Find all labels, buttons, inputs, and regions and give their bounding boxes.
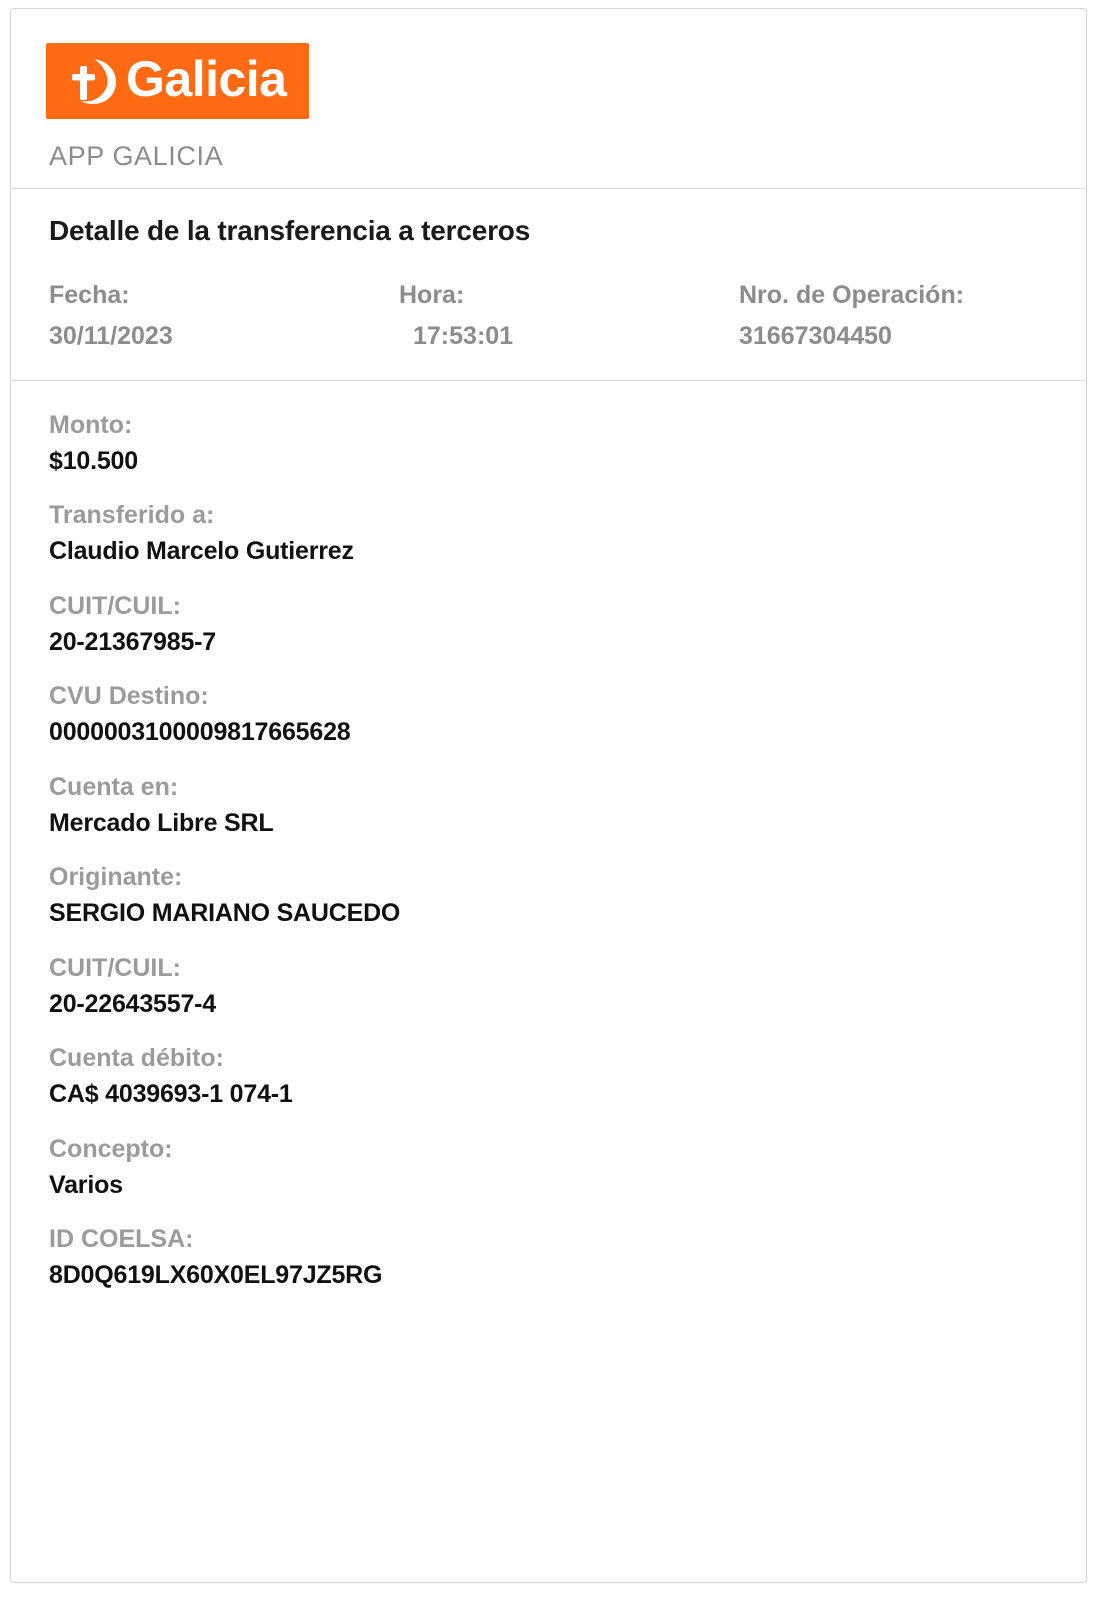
detail-field bbox=[49, 1040, 1086, 1113]
receipt-summary bbox=[11, 189, 1086, 381]
detail-label: CUIT/CUIL: bbox=[49, 953, 181, 982]
galicia-cross-icon bbox=[64, 53, 120, 109]
detail-value: CA$ 4039693-1 074-1 bbox=[49, 1080, 293, 1109]
detail-label: ID COELSA: bbox=[49, 1225, 194, 1253]
detail-field bbox=[49, 950, 1086, 1023]
detail-field bbox=[49, 678, 1086, 751]
detail-value: Varios bbox=[49, 1170, 123, 1199]
detail-value: 8D0Q619LX60X0EL97JZ5RG bbox=[49, 1261, 383, 1290]
detail-field bbox=[49, 588, 1086, 661]
detail-value: $10.500 bbox=[49, 446, 138, 475]
detail-label: CVU Destino: bbox=[49, 682, 209, 710]
detail-field bbox=[49, 859, 1086, 932]
summary-meta-row bbox=[49, 275, 1086, 358]
detail-value: Claudio Marcelo Gutierrez bbox=[49, 537, 354, 566]
detail-label: CUIT/CUIL: bbox=[49, 591, 181, 620]
galicia-logo bbox=[46, 43, 309, 119]
detail-field bbox=[49, 1131, 1086, 1204]
date-value: 30/11/2023 bbox=[49, 322, 173, 351]
receipt-header bbox=[11, 9, 1086, 189]
detail-label: Cuenta débito: bbox=[49, 1044, 224, 1072]
receipt-details bbox=[11, 381, 1086, 1294]
detail-label: Cuenta en: bbox=[49, 772, 179, 801]
brand-name: Galicia bbox=[126, 51, 287, 107]
detail-value: Mercado Libre SRL bbox=[49, 808, 274, 837]
operation-value: 31667304450 bbox=[739, 322, 892, 351]
detail-label: Monto: bbox=[49, 410, 133, 439]
detail-field bbox=[49, 497, 1086, 570]
summary-operation bbox=[739, 275, 1069, 358]
time-value: 17:53:01 bbox=[413, 322, 514, 351]
detail-value: 0000003100009817665628 bbox=[49, 718, 351, 747]
operation-label: Nro. de Operación: bbox=[739, 281, 965, 309]
detail-value: 20-22643557-4 bbox=[49, 989, 216, 1018]
page-title: Detalle de la transferencia a terceros bbox=[49, 215, 531, 246]
receipt-card bbox=[10, 8, 1087, 1583]
detail-label: Originante: bbox=[49, 863, 183, 891]
summary-date bbox=[49, 275, 399, 358]
date-label: Fecha: bbox=[49, 281, 130, 309]
summary-time bbox=[399, 275, 739, 358]
detail-field bbox=[49, 1221, 1086, 1294]
detail-field bbox=[49, 769, 1086, 842]
detail-value: SERGIO MARIANO SAUCEDO bbox=[49, 899, 401, 928]
time-label: Hora: bbox=[399, 281, 465, 309]
detail-label: Transferido a: bbox=[49, 501, 215, 529]
detail-value: 20-21367985-7 bbox=[49, 627, 216, 656]
detail-field bbox=[49, 407, 1086, 480]
app-label: APP GALICIA bbox=[49, 141, 224, 171]
detail-label: Concepto: bbox=[49, 1134, 173, 1163]
